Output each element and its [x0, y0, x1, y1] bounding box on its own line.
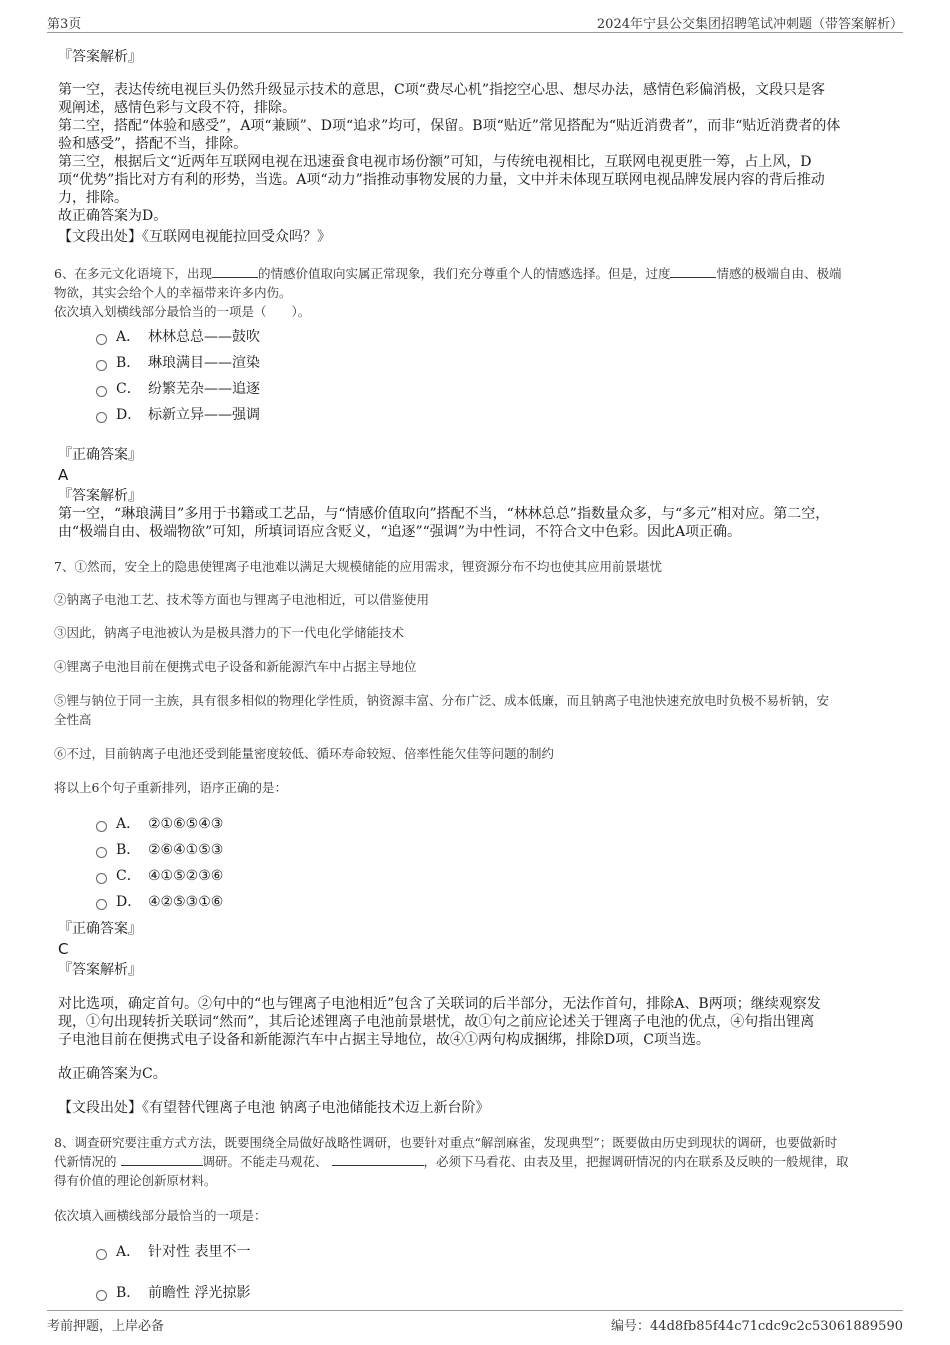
q7-option-b[interactable]	[96, 840, 223, 860]
radio-icon[interactable]	[96, 1290, 107, 1301]
option-text: ④②⑤③①⑥	[148, 894, 224, 910]
analysis-line: 对比选项，确定首句。②句中的“也与锂离子电池相近”包含了关联词的后半部分，无法作首句，排除A、B两项；继续观察发	[58, 996, 821, 1012]
option-text: 标新立异——强调	[148, 407, 260, 423]
option-letter: A．	[116, 1244, 141, 1260]
document-id: 编号：44d8fb85f44c71cdc9c2c53061889590	[611, 1319, 903, 1334]
radio-icon[interactable]	[96, 334, 107, 345]
option-text: ②①⑥⑤④③	[148, 816, 224, 832]
q7-analysis-title: 『答案解析』	[58, 962, 142, 978]
q6-prompt: 依次填入划横线部分最恰当的一项是（ ）。	[54, 304, 311, 319]
option-text: 林林总总——鼓吹	[148, 329, 260, 345]
q6-option-b[interactable]	[96, 353, 260, 373]
analysis-line: 现，①句出现转折关联词“然而”，其后论述锂离子电池前景堪忧，故①句之前应论述关于锂离子电池的优点，④句指出锂离	[58, 1014, 815, 1030]
q6-answer: A	[58, 466, 69, 484]
q5-analysis-title: 『答案解析』	[58, 49, 142, 65]
q8-stem	[54, 1133, 894, 1190]
radio-icon[interactable]	[96, 821, 107, 832]
q5-analysis	[58, 81, 892, 225]
fill-blank	[212, 265, 258, 278]
q7-conclusion: 故正确答案为C。	[58, 1066, 167, 1082]
q5-source: 【文段出处】《互联网电视能拉回受众吗？》	[58, 229, 331, 245]
q6-stem-text: 的情感价值取向实属正常现象，我们充分尊重个人的情感选择。但是，过度	[257, 266, 671, 281]
q6-stem	[54, 264, 894, 321]
option-letter: B．	[116, 355, 141, 371]
page-header	[47, 10, 903, 33]
radio-icon[interactable]	[96, 1249, 107, 1260]
q8-stem-text: 得有价值的理论创新原材料。	[54, 1173, 217, 1188]
option-letter: B．	[116, 1285, 141, 1301]
analysis-line: 验和感受”，搭配不当，排除。	[58, 136, 248, 152]
option-text: 针对性 表里不一	[148, 1244, 251, 1260]
fill-blank	[670, 265, 716, 278]
q6-stem-text: 情感的极端自由、极端	[716, 266, 842, 281]
q6-answer-title: 『正确答案』	[58, 447, 142, 463]
q7-answer: C	[58, 940, 69, 958]
q8-prompt: 依次填入画横线部分最恰当的一项是：	[54, 1208, 267, 1223]
analysis-line: 由“极端自由、极端物欲”可知，所填词语应含贬义，“追逐”“强调”为中性词，不符合文中色彩。因此A项正确。	[58, 524, 742, 540]
q7-prompt: 将以上6个句子重新排列，语序正确的是：	[54, 780, 287, 795]
radio-icon[interactable]	[96, 412, 107, 423]
option-text: 纷繁芜杂——追逐	[148, 381, 260, 397]
page-number: 第3页	[47, 17, 82, 32]
q7-option-c[interactable]	[96, 866, 223, 886]
q7-sentence-2: ②钠离子电池工艺、技术等方面也与锂离子电池相近，可以借鉴使用	[54, 592, 430, 607]
q6-stem-text: 物欲，其实会给个人的幸福带来许多内伤。	[54, 285, 292, 300]
page-footer	[47, 1310, 903, 1335]
analysis-line: 第二空，搭配“体验和感受”，A项“兼顾”、D项“追求”均可，保留。B项“贴近”常见搭配为“贴近消费者”，而非“贴近消费者的体	[58, 118, 841, 134]
q7-sentence-5-line: 全性高	[54, 712, 92, 727]
q6-option-c[interactable]	[96, 379, 260, 399]
analysis-line: 观阐述，感情色彩与文段不符，排除。	[58, 100, 296, 116]
fill-blank	[332, 1153, 424, 1166]
analysis-line: 子电池目前在便携式电子设备和新能源汽车中占据主导地位，故④①两句构成捆绑，排除D项，C项当选。	[58, 1032, 710, 1048]
option-text: ④①⑤②③⑥	[148, 868, 224, 884]
document-title: 2024年宁县公交集团招聘笔试冲刺题（带答案解析）	[596, 17, 903, 32]
q8-option-b[interactable]	[96, 1283, 250, 1303]
q8-stem-text: 代新情况的	[54, 1154, 117, 1169]
option-letter: B．	[116, 842, 141, 858]
analysis-line: 第一空，表达传统电视巨头仍然升级显示技术的意思，C项“费尽心机”指挖空心思、想尽办法，感情色彩偏消极，文段只是客	[58, 82, 826, 98]
q6-analysis	[58, 505, 892, 541]
q7-answer-title: 『正确答案』	[58, 921, 142, 937]
q7-sentence-5-line: ⑤锂与钠位于同一主族，具有很多相似的物理化学性质，钠资源丰富、分布广泛、成本低廉，而且钠离子电池快速充放电时负极不易析钠，安	[54, 693, 830, 708]
q8-stem-text: 调研。不能走马观花、	[202, 1154, 328, 1169]
q6-stem-text: 6、在多元文化语境下，出现	[54, 266, 212, 281]
q7-sentence-6: ⑥不过，目前钠离子电池还受到能量密度较低、循环寿命较短、倍率性能欠佳等问题的制约	[54, 746, 555, 761]
analysis-line: 项“优势”指比对方有利的形势，当选。A项“动力”指推动事物发展的力量，文中并未体现互联网电视品牌发展内容的背后推动	[58, 172, 825, 188]
radio-icon[interactable]	[96, 386, 107, 397]
option-text: 前瞻性 浮光掠影	[148, 1285, 251, 1301]
q6-option-d[interactable]	[96, 405, 260, 425]
radio-icon[interactable]	[96, 360, 107, 371]
analysis-line: 故正确答案为D。	[58, 208, 168, 224]
radio-icon[interactable]	[96, 847, 107, 858]
q8-stem-text: 8、调查研究要注重方式方法，既要围绕全局做好战略性调研，也要针对重点“解剖麻雀，发现典型”；既要做由历史到现状的调研，也要做新时	[54, 1135, 838, 1150]
q6-option-a[interactable]	[96, 327, 260, 347]
option-letter: A．	[116, 816, 141, 832]
q7-sentence-3: ③因此，钠离子电池被认为是极具潜力的下一代电化学储能技术	[54, 625, 405, 640]
option-letter: D．	[116, 407, 142, 423]
footer-slogan: 考前押题，上岸必备	[47, 1319, 165, 1334]
radio-icon[interactable]	[96, 899, 107, 910]
q7-option-d[interactable]	[96, 892, 223, 912]
q8-stem-text: ，必须下马看花、由表及里，把握调研情况的内在联系及反映的一般规律，取	[423, 1154, 849, 1169]
q7-sentence-4: ④锂离子电池目前在便携式电子设备和新能源汽车中占据主导地位	[54, 659, 417, 674]
q7-analysis	[58, 995, 892, 1049]
q7-source: 【文段出处】《有望替代锂离子电池 钠离子电池储能技术迈上新台阶》	[58, 1100, 490, 1116]
analysis-line: 力，排除。	[58, 190, 128, 206]
analysis-line: 第三空，根据后文“近两年互联网电视在迅速蚕食电视市场份额”可知，与传统电视相比，互联网电视更胜一筹，占上风，D	[58, 154, 812, 170]
option-letter: A．	[116, 329, 141, 345]
option-letter: D．	[116, 894, 142, 910]
q6-analysis-title: 『答案解析』	[58, 488, 142, 504]
fill-blank	[121, 1153, 203, 1166]
option-letter: C．	[116, 381, 141, 397]
option-letter: C．	[116, 868, 141, 884]
option-text: 琳琅满目——渲染	[148, 355, 260, 371]
radio-icon[interactable]	[96, 873, 107, 884]
q7-option-a[interactable]	[96, 814, 223, 834]
option-text: ②⑥④①⑤③	[148, 842, 224, 858]
q7-sentence-5	[54, 691, 894, 729]
q7-sentence-1: 7、①然而，安全上的隐患使锂离子电池难以满足大规模储能的应用需求，锂资源分布不均也使其应用前景堪忧	[54, 559, 662, 574]
q8-option-a[interactable]	[96, 1242, 250, 1262]
analysis-line: 第一空，“琳琅满目”多用于书籍或工艺品，与“情感价值取向”搭配不当，“林林总总”指数量众多，与“多元”相对应。第二空，	[58, 506, 830, 522]
